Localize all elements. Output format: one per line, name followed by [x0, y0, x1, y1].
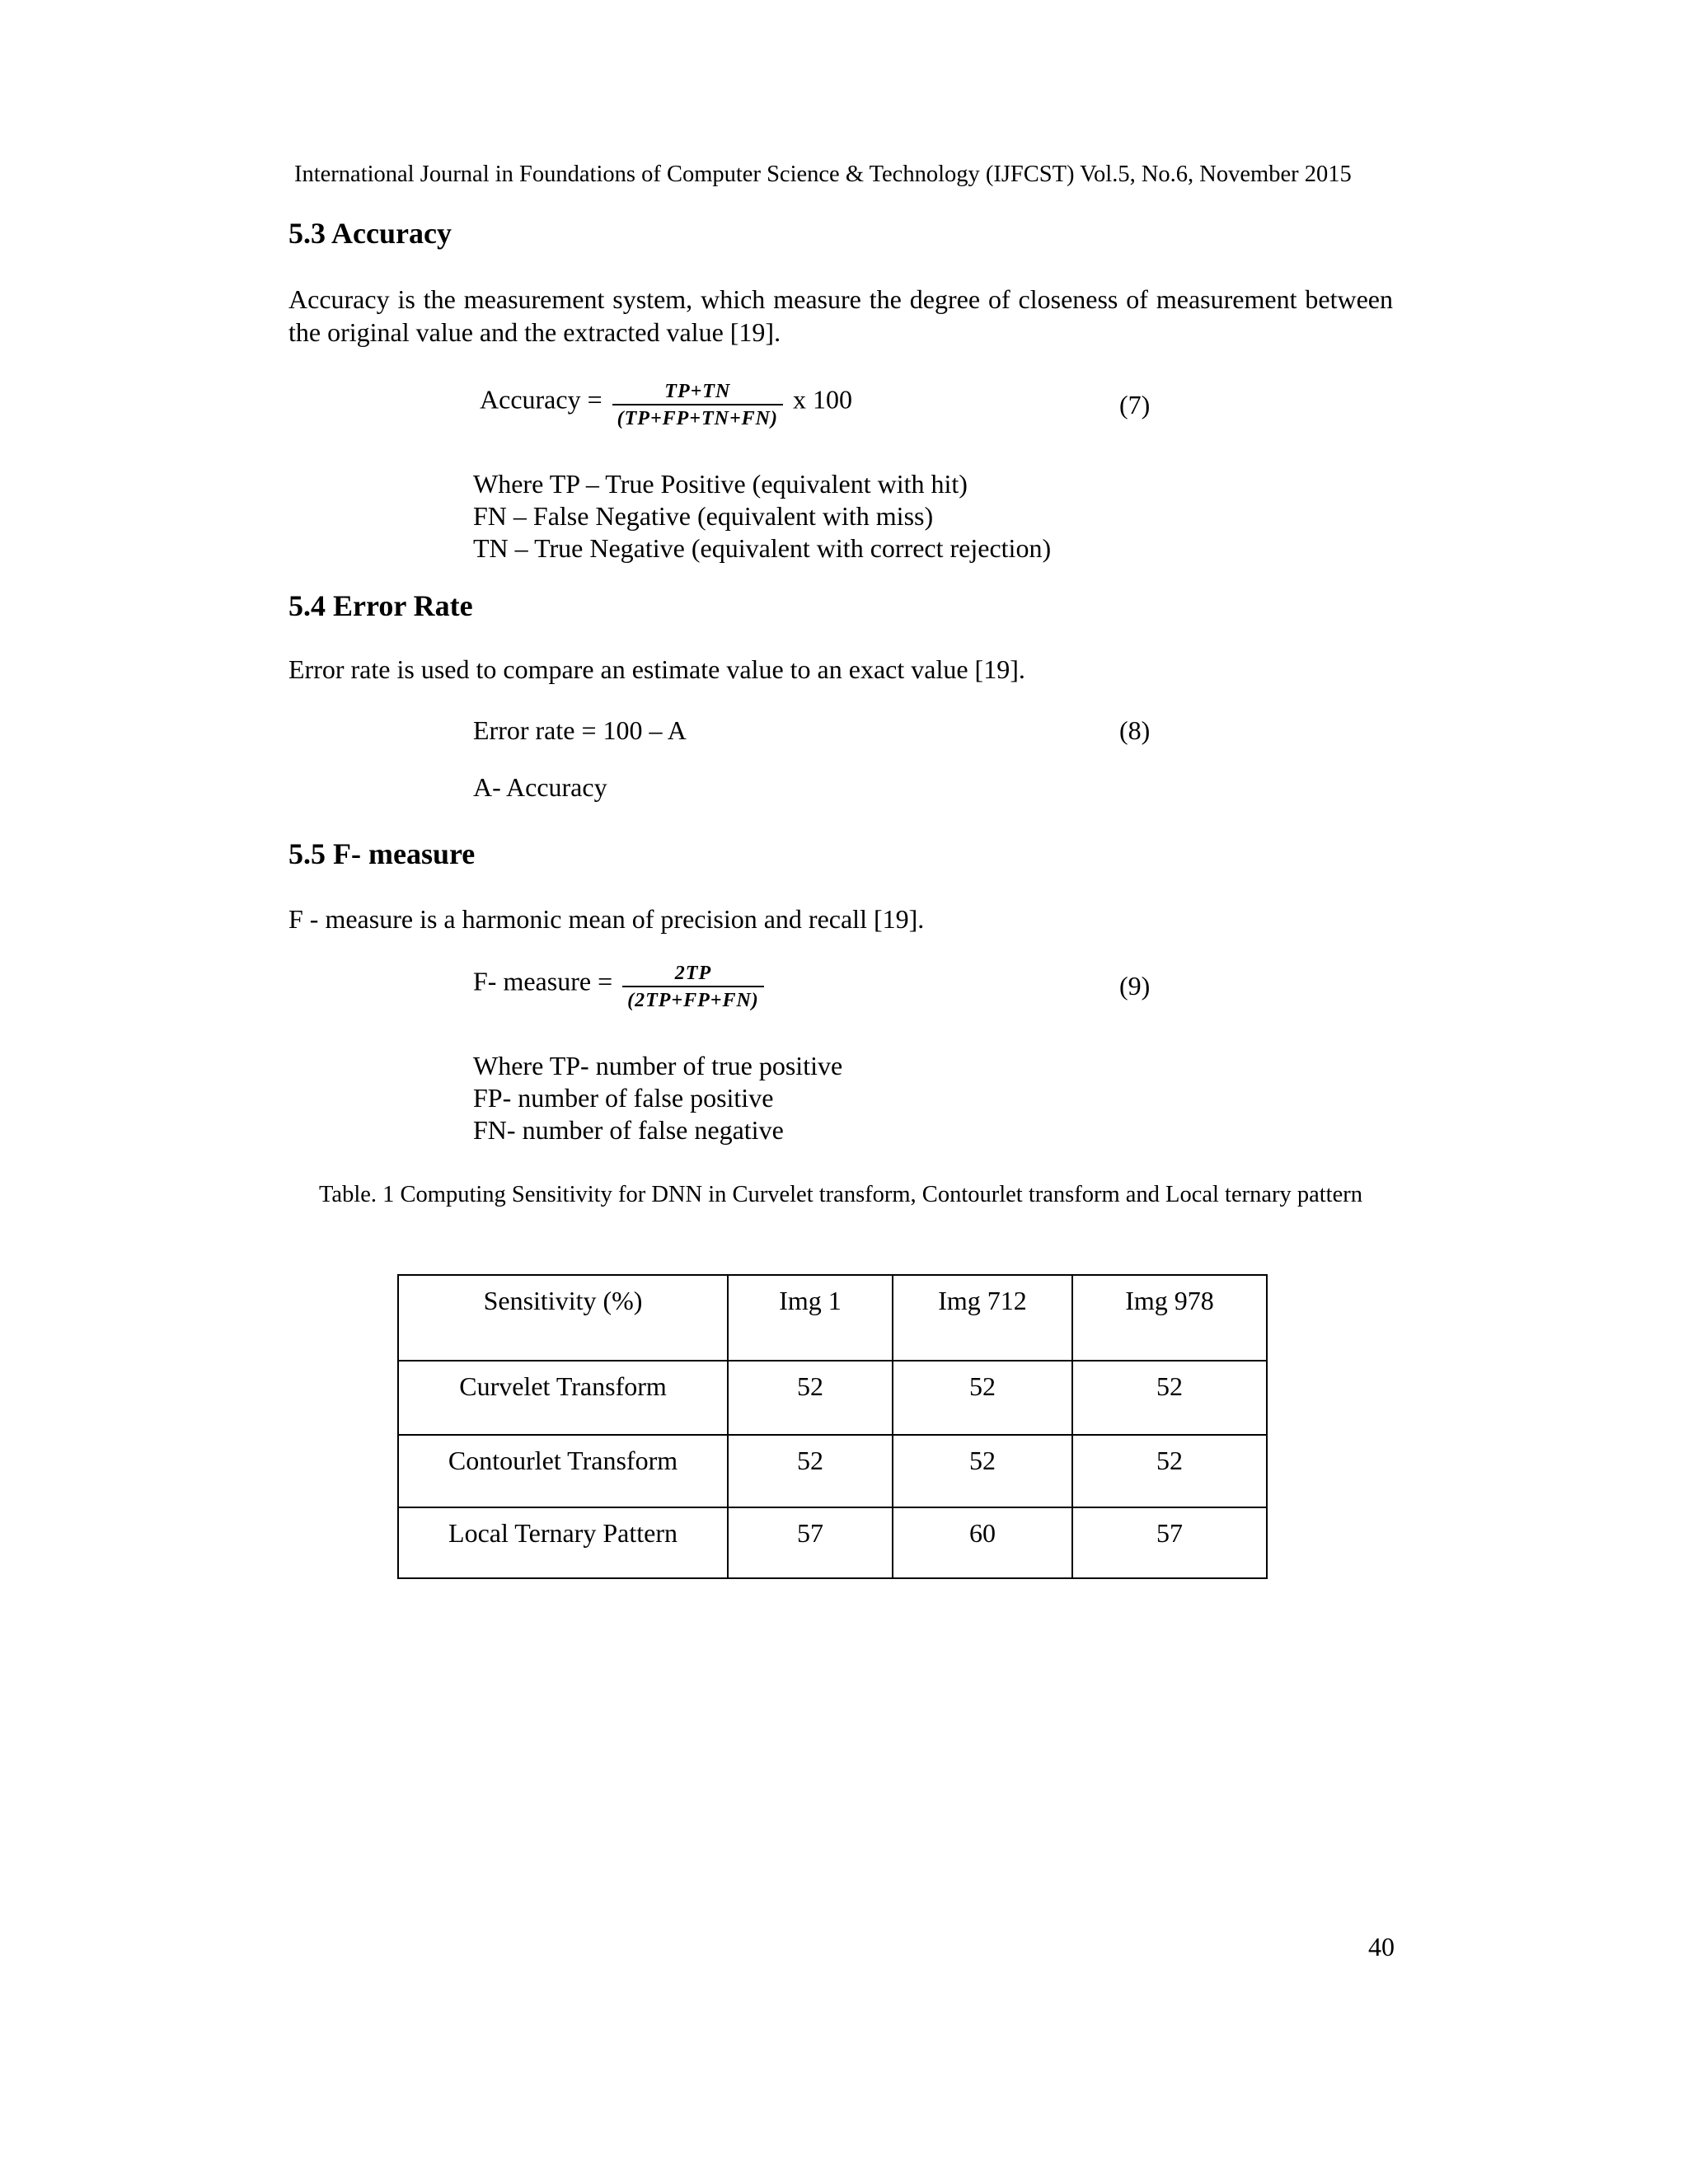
where-line: Where TP- number of true positive — [473, 1051, 843, 1080]
accuracy-equation-suffix: x 100 — [792, 384, 852, 415]
table-header-cell: Sensitivity (%) — [398, 1275, 728, 1361]
table-cell: Local Ternary Pattern — [398, 1507, 728, 1578]
error-rate-where-list — [473, 771, 607, 804]
f-measure-equation — [473, 961, 774, 1014]
section-title-accuracy: 5.3 Accuracy — [288, 217, 452, 250]
table-row — [398, 1361, 1267, 1435]
table-header-cell: Img 1 — [728, 1275, 893, 1361]
accuracy-fraction — [612, 379, 783, 432]
table-cell: 52 — [1072, 1361, 1267, 1435]
sensitivity-table — [397, 1274, 1268, 1579]
table-cell: 60 — [893, 1507, 1072, 1578]
table-header-cell: Img 978 — [1072, 1275, 1267, 1361]
equation-number-8: (8) — [1119, 715, 1151, 745]
table-cell: 57 — [1072, 1507, 1267, 1578]
f-measure-paragraph: F - measure is a harmonic mean of precision and recall [19]. — [288, 904, 925, 934]
where-line: FN- number of false negative — [473, 1115, 784, 1145]
section-title-f-measure: 5.5 F- measure — [288, 837, 476, 870]
where-line: FP- number of false positive — [473, 1083, 774, 1113]
accuracy-denominator: (TP+FP+TN+FN) — [617, 408, 778, 429]
f-measure-denominator: (2TP+FP+FN) — [627, 990, 759, 1011]
equation-number-7: (7) — [1119, 390, 1151, 419]
where-line: TN – True Negative (equivalent with correct rejection) — [473, 533, 1052, 563]
accuracy-where-list — [473, 468, 1051, 565]
running-header: International Journal in Foundations of Computer Science & Technology (IJFCST) Vol.5, No.6, November 2015 — [294, 162, 1352, 187]
table-cell: 52 — [728, 1435, 893, 1507]
table-row — [398, 1435, 1267, 1507]
section-title-error-rate: 5.4 Error Rate — [288, 589, 473, 622]
where-line: Where TP – True Positive (equivalent with hit) — [473, 469, 968, 499]
table-header-row — [398, 1275, 1267, 1361]
accuracy-equation-label: Accuracy = — [480, 384, 603, 415]
table-cell: 52 — [728, 1361, 893, 1435]
f-measure-numerator: 2TP — [674, 963, 712, 984]
f-measure-where-list — [473, 1050, 842, 1146]
where-line: FN – False Negative (equivalent with miss) — [473, 501, 934, 531]
error-rate-equation: Error rate = 100 – A — [473, 715, 687, 745]
where-line: A- Accuracy — [473, 772, 607, 802]
equation-number-9: (9) — [1119, 971, 1151, 1001]
table-cell: 52 — [1072, 1435, 1267, 1507]
page-number: 40 — [1368, 1932, 1395, 1961]
table-cell: Curvelet Transform — [398, 1361, 728, 1435]
accuracy-equation — [480, 379, 852, 432]
table-cell: 57 — [728, 1507, 893, 1578]
table-row — [398, 1507, 1267, 1578]
error-rate-paragraph: Error rate is used to compare an estimate value to an exact value [19]. — [288, 654, 1025, 684]
table-caption: Table. 1 Computing Sensitivity for DNN in Curvelet transform, Contourlet transform and Local ternary pattern — [319, 1182, 1362, 1207]
accuracy-numerator: TP+TN — [664, 381, 731, 402]
table-cell: 52 — [893, 1361, 1072, 1435]
f-measure-fraction — [622, 961, 764, 1014]
table-cell: 52 — [893, 1435, 1072, 1507]
table-cell: Contourlet Transform — [398, 1435, 728, 1507]
table-header-cell: Img 712 — [893, 1275, 1072, 1361]
f-measure-equation-label: F- measure = — [473, 966, 613, 996]
accuracy-paragraph: Accuracy is the measurement system, which measure the degree of closeness of measurement between the original value and the extracted value [19]. — [288, 284, 1393, 347]
